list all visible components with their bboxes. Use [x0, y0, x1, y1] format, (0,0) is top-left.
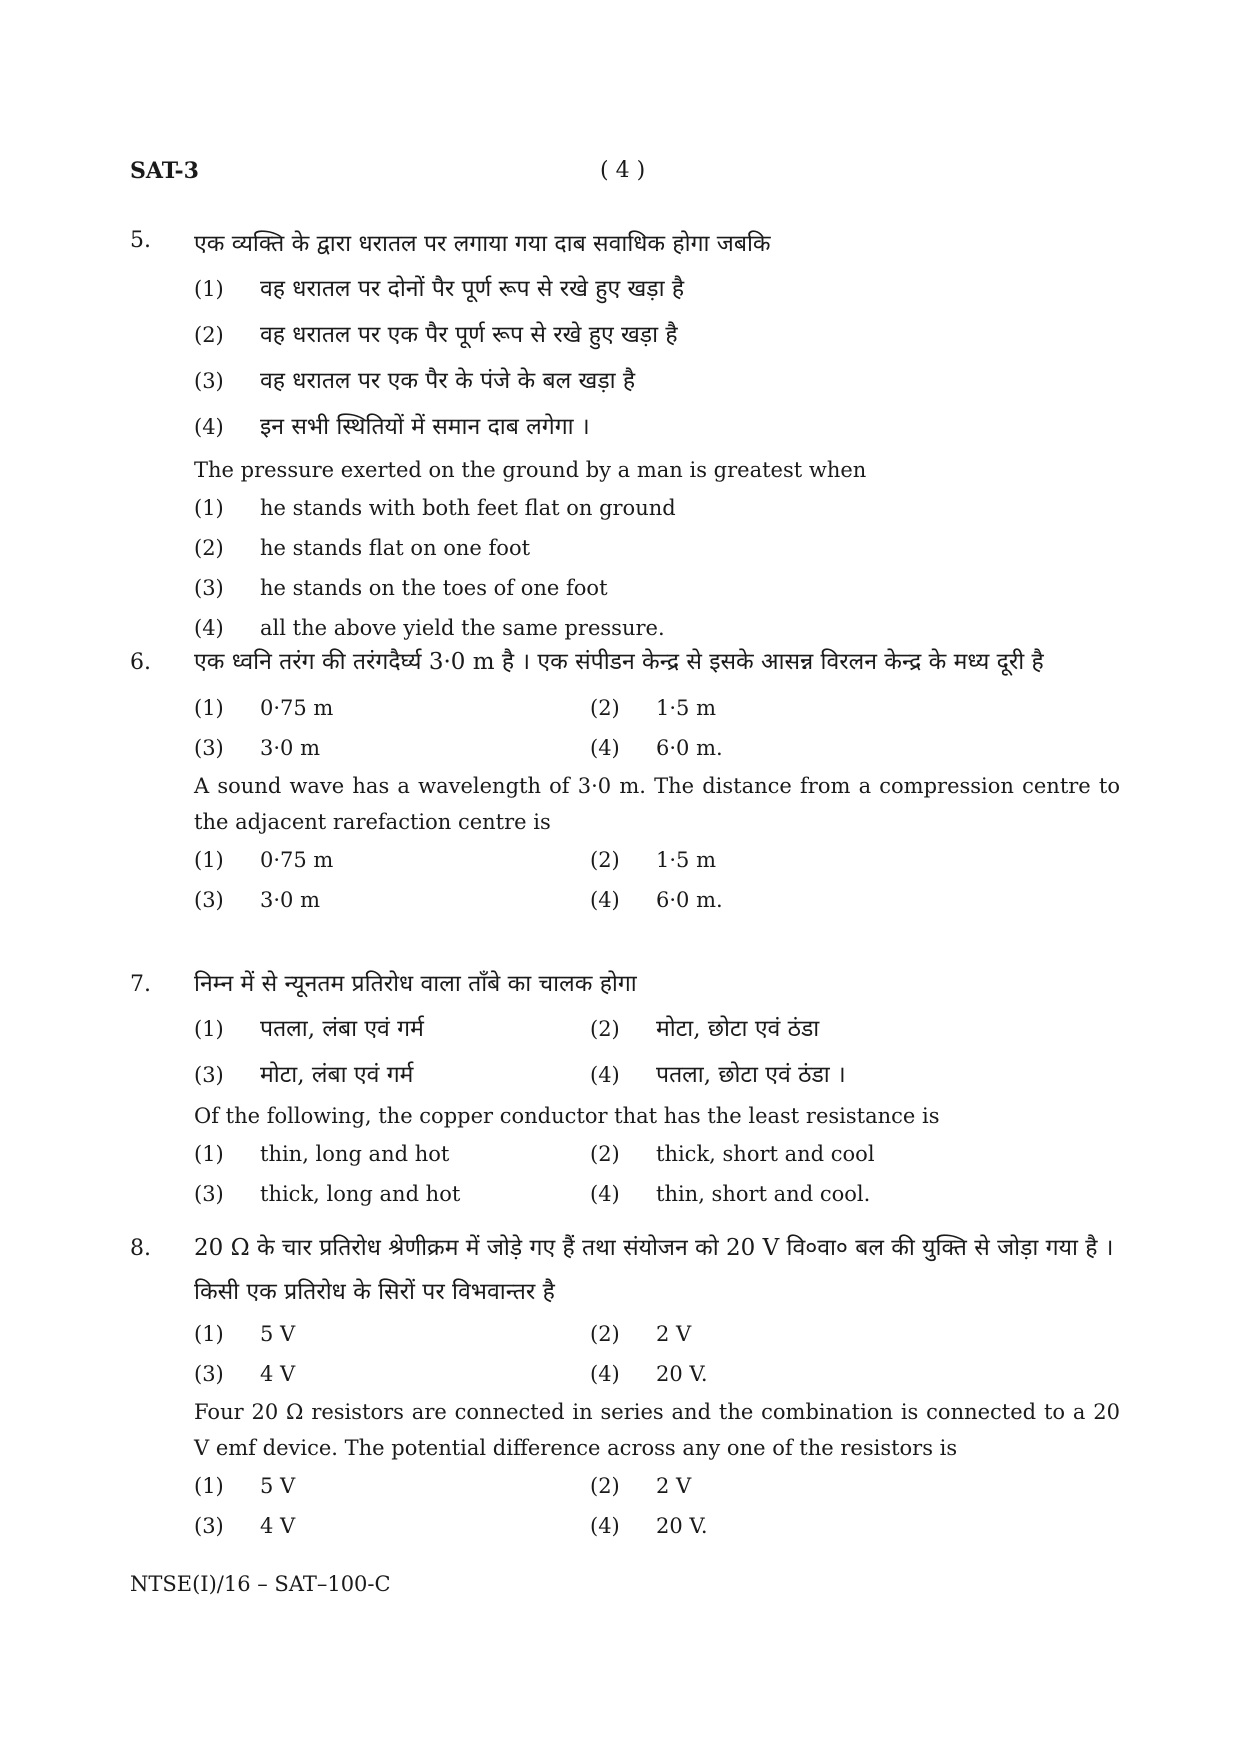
option-row: (3) 4 V (4) 20 V.: [194, 1514, 708, 1538]
option-row: (1) 5 V (2) 2 V: [194, 1474, 692, 1498]
option-hindi-3: (3) वह धरातल पर एक पैर के पंजे के बल खड़ा है: [194, 368, 636, 394]
page-number: ( 4 ): [600, 158, 646, 183]
option-english-1: (1) he stands with both feet flat on ground: [194, 496, 676, 520]
option-row: (1) 0·75 m (2) 1·5 m: [194, 696, 716, 720]
option-row: (3) मोटा, लंबा एवं गर्म (4) पतला, छोटा एवं ठंडा ।: [194, 1062, 846, 1088]
question-text-hindi: एक ध्वनि तरंग की तरंगदैर्घ्य 3·0 m है । एक संपीडन केन्द्र से इसके आसन्न विरलन केन्द्र के मध्य दूरी है: [194, 649, 1044, 675]
option-row: (3) 4 V (4) 20 V.: [194, 1362, 708, 1386]
question-number: 7.: [130, 972, 151, 997]
page-footer: NTSE(I)/16 – SAT–100-C: [130, 1572, 391, 1596]
option-row: (1) thin, long and hot (2) thick, short and cool: [194, 1142, 875, 1166]
option-hindi-4: (4) इन सभी स्थितियों में समान दाब लगेगा ।: [194, 414, 590, 440]
question-text-hindi: एक व्यक्ति के द्वारा धरातल पर लगाया गया दाब सवाधिक होगा जबकि: [194, 231, 771, 257]
question-text-english: Four 20 Ω resistors are connected in series and the combination is connected to a 20 V emf device. The potential difference across any one of the resistors is: [194, 1400, 1120, 1460]
option-row: (1) 0·75 m (2) 1·5 m: [194, 848, 716, 872]
question-text-hindi: निम्न में से न्यूनतम प्रतिरोध वाला ताँबे का चालक होगा: [194, 971, 637, 997]
question-text-english: Of the following, the copper conductor that has the least resistance is: [194, 1104, 940, 1128]
option-row: (1) 5 V (2) 2 V: [194, 1322, 692, 1346]
option-row: (3) 3·0 m (4) 6·0 m.: [194, 736, 723, 760]
option-hindi-1: (1) वह धरातल पर दोनों पैर पूर्ण रूप से रखे हुए खड़ा है: [194, 276, 685, 302]
question-text-english: A sound wave has a wavelength of 3·0 m. The distance from a compression centre to the adjacent rarefaction centre is: [194, 774, 1120, 834]
question-text-hindi: 20 Ω के चार प्रतिरोध श्रेणीक्रम में जोड़े गए हैं तथा संयोजन को 20 V वि०वा० बल की युक्ति से जोड़ा गया है । किसी एक प्रतिरोध के सिरों पर विभवान्तर है: [194, 1235, 1114, 1305]
option-english-3: (3) he stands on the toes of one foot: [194, 576, 608, 600]
question-number: 8.: [130, 1236, 151, 1261]
question-number: 5.: [130, 228, 151, 253]
option-english-4: (4) all the above yield the same pressure.: [194, 616, 665, 640]
option-row: (3) thick, long and hot (4) thin, short and cool.: [194, 1182, 871, 1206]
question-text-english: The pressure exerted on the ground by a man is greatest when: [194, 458, 867, 482]
option-english-2: (2) he stands flat on one foot: [194, 536, 531, 560]
option-hindi-2: (2) वह धरातल पर एक पैर पूर्ण रूप से रखे हुए खड़ा है: [194, 322, 678, 348]
paper-code: SAT-3: [130, 158, 199, 184]
option-row: (3) 3·0 m (4) 6·0 m.: [194, 888, 723, 912]
question-number: 6.: [130, 650, 151, 675]
option-row: (1) पतला, लंबा एवं गर्म (2) मोटा, छोटा एवं ठंडा: [194, 1016, 820, 1042]
page-header: [130, 158, 1110, 198]
